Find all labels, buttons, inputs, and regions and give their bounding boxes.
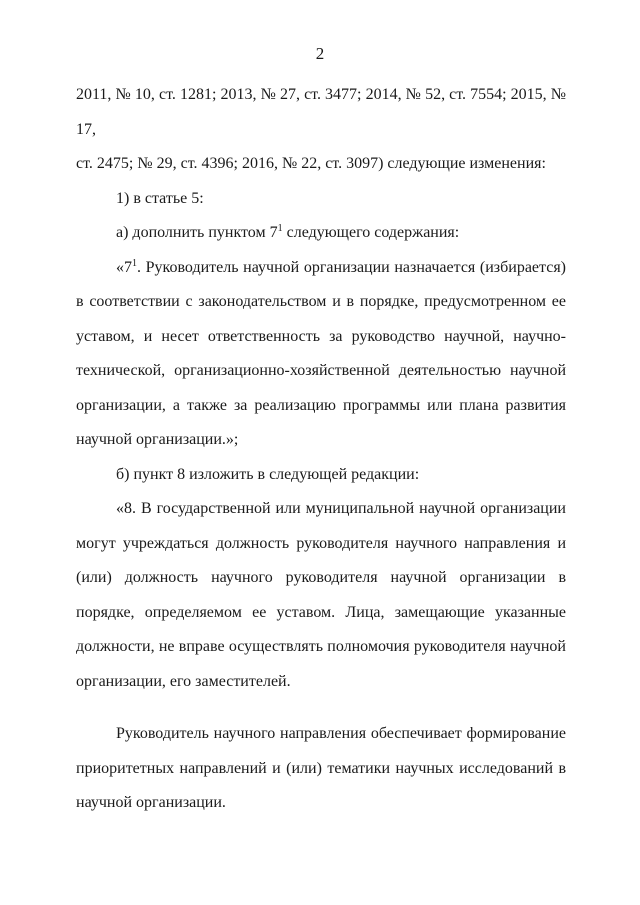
paragraph-citation-line-2: ст. 2475; № 29, ст. 4396; 2016, № 22, ст. 3097) следующие изменения:: [76, 155, 546, 172]
document-body: [76, 78, 566, 821]
point-7-1-open: «7: [116, 258, 132, 276]
paragraph-research-head: Руководитель научного направления обеспечивает формирование приоритетных направлений и (или) тематики научных исследований в научной организации.: [76, 725, 566, 811]
paragraph-item-b: б) пункт 8 изложить в следующей редакции:: [116, 465, 420, 483]
page-number: 2: [315, 44, 325, 63]
paragraph-article-5: 1) в статье 5:: [116, 189, 204, 207]
paragraph-citation-line-1: 2011, № 10, ст. 1281; 2013, № 27, ст. 3477; 2014, № 52, ст. 7554; 2015, № 17,: [76, 86, 566, 138]
item-a-text-end: следующего содержания:: [282, 224, 460, 241]
item-a-superscript: 1: [277, 223, 283, 234]
item-a-text: а) дополнить пунктом 7: [116, 224, 278, 241]
paragraph-item-a: [76, 216, 566, 251]
paragraph-point-7-1: [76, 251, 566, 458]
point-7-1-superscript: 1: [132, 257, 137, 269]
point-7-1-text: . Руководитель научной организации назначается (избирается) в соответствии с законодательством и в порядке, предусмотренном ее уставом, и несет ответственность за руководство научной, научно-технической, организационно-хозяйственной деятельностью научной организации, а также за реализацию программы или плана развития научной организации.»;: [76, 258, 566, 448]
paragraph-point-8: «8. В государственной или муниципальной научной организации могут учреждаться должность руководителя научного направления и (или) должность научного руководителя научной организации в порядке, определяемом ее уставом. Лица, замещающие указанные должности, не вправе осуществлять полномочия руководителя научной организации, его заместителей.: [76, 500, 566, 690]
